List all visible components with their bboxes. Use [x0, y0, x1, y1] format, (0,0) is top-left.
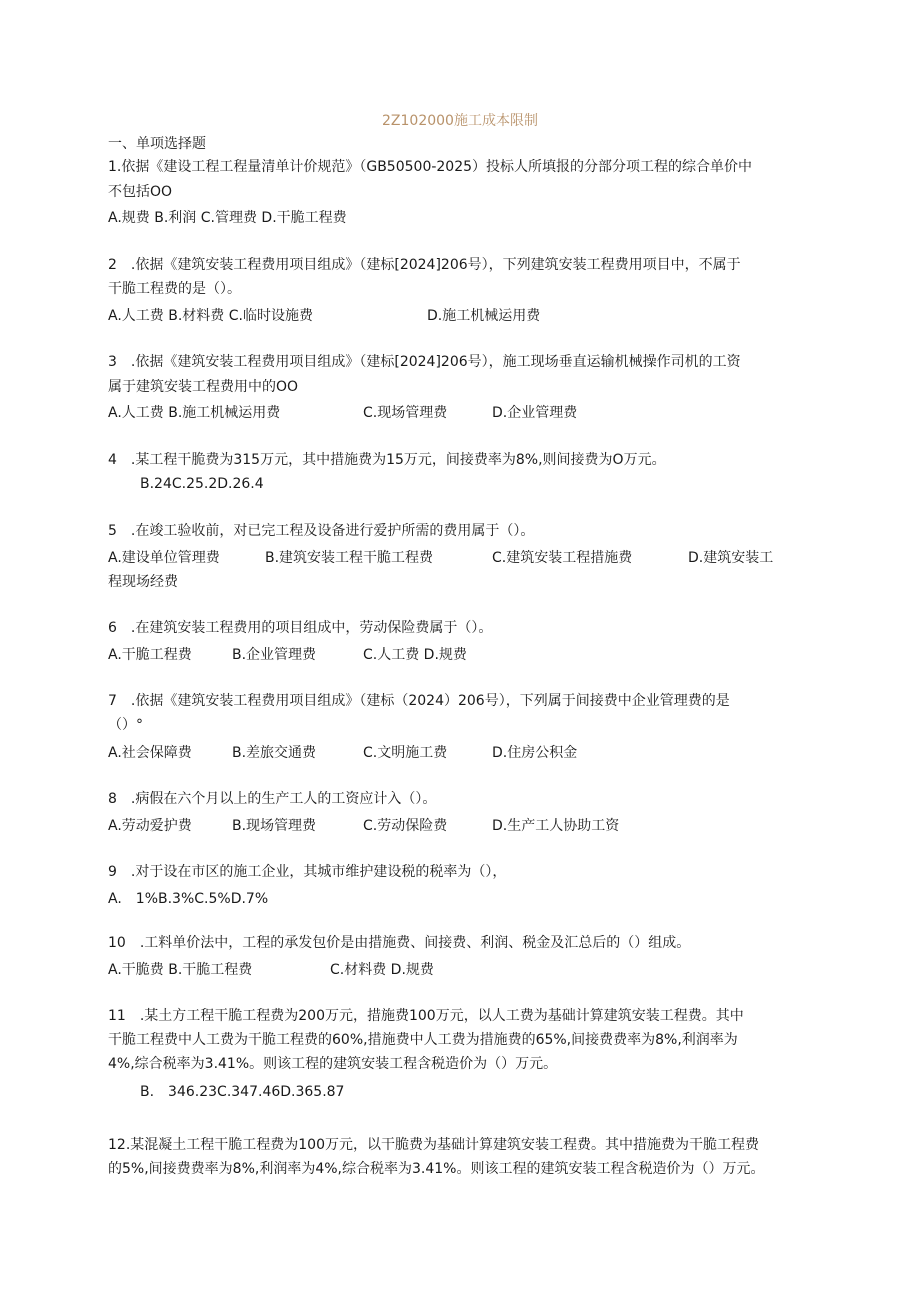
- question-6-option-b: B.企业管理费: [232, 647, 317, 663]
- question-11-line-2: 干脆工程费中人工费为干脆工程费的60%,措施费中人工费为措施费的65%,间接费费率为8%,利润率为: [108, 1032, 738, 1048]
- question-2-line-1: 2 .依据《建筑安装工程费用项目组成》（建标[2024]206号），下列建筑安装工程费用项目中，不属于: [108, 257, 741, 273]
- question-8-option-c: C.劳动保险费: [363, 818, 448, 834]
- question-4-options: B.24C.25.2D.26.4: [140, 476, 264, 492]
- question-2-line-2: 干脆工程费的是（）。: [108, 281, 241, 297]
- question-11-line-1: 11 .某土方工程干脆工程费为200万元，措施费100万元，以人工费为基础计算建筑安装工程费。其中: [108, 1008, 744, 1024]
- question-7-line-2: （）°: [108, 717, 143, 733]
- question-2-option-d: D.施工机械运用费: [427, 308, 541, 324]
- question-2-option-abc: A.人工费 B.材料费 C.临时设施费: [108, 308, 313, 324]
- question-1-options: A.规费 B.利润 C.管理费 D.干脆工程费: [108, 210, 347, 226]
- question-5-option-c: C.建筑安装工程措施费: [492, 550, 633, 566]
- question-5-option-d: D.建筑安装工: [688, 550, 774, 566]
- question-3-option-c: C.现场管理费: [363, 405, 448, 421]
- question-12-line-1: 12.某混凝土工程干脆工程费为100万元，以干脆费为基础计算建筑安装工程费。其中措施费为干脆工程费: [108, 1137, 759, 1153]
- question-10-option-cd: C.材料费 D.规费: [330, 962, 434, 978]
- document-title: 2Z102000施工成本限制: [382, 113, 538, 129]
- question-1-line-1: 1.依据《建设工程工程量清单计价规范》（GB50500-2025）投标人所填报的分部分项工程的综合单价中: [108, 159, 753, 175]
- question-5-line-1: 5 .在竣工验收前，对已完工程及设备进行爱护所需的费用属于（）。: [108, 523, 535, 539]
- question-3-option-ab: A.人工费 B.施工机械运用费: [108, 405, 281, 421]
- question-3-line-2: 属于建筑安装工程费用中的OO: [108, 379, 299, 395]
- question-5-option-a: A.建设单位管理费: [108, 550, 220, 566]
- question-12-line-2: 的5%,间接费费率为8%,利润率为4%,综合税率为3.41%。则该工程的建筑安装工程含税造价为（）万元。: [108, 1161, 765, 1177]
- question-1-line-2: 不包括OO: [108, 184, 173, 200]
- question-10-line-1: 10 .工料单价法中，工程的承发包价是由措施费、间接费、利润、税金及汇总后的（）组成。: [108, 935, 691, 951]
- question-6-option-cd: C.人工费 D.规费: [363, 647, 467, 663]
- question-7-option-b: B.差旅交通费: [232, 745, 317, 761]
- question-7-option-d: D.住房公积金: [492, 745, 578, 761]
- question-3-line-1: 3 .依据《建筑安装工程费用项目组成》（建标[2024]206号），施工现场垂直运输机械操作司机的工资: [108, 354, 741, 370]
- question-8-line-1: 8 .病假在六个月以上的生产工人的工资应计入（）。: [108, 791, 437, 807]
- question-7-option-c: C.文明施工费: [363, 745, 448, 761]
- question-10-option-ab: A.干脆费 B.干脆工程费: [108, 962, 253, 978]
- question-8-option-a: A.劳动爱护费: [108, 818, 192, 834]
- question-7-line-1: 7 .依据《建筑安装工程费用项目组成》（建标（2024）206号），下列属于间接费中企业管理费的是: [108, 693, 730, 709]
- question-3-option-d: D.企业管理费: [492, 405, 578, 421]
- question-6-line-1: 6 .在建筑安装工程费用的项目组成中，劳动保险费属于（）。: [108, 620, 493, 636]
- question-5-option-d-cont: 程现场经费: [108, 574, 178, 590]
- question-4-line-1: 4 .某工程干脆费为315万元，其中措施费为15万元，间接费率为8%,则间接费为O万元。: [108, 452, 666, 468]
- question-8-option-d: D.生产工人协助工资: [492, 818, 620, 834]
- question-9-line-1: 9 .对于设在市区的施工企业，其城市维护建设税的税率为（），: [108, 864, 507, 880]
- question-11-options: B. 346.23C.347.46D.365.87: [140, 1084, 345, 1100]
- question-7-option-a: A.社会保障费: [108, 745, 192, 761]
- question-11-line-3: 4%,综合税率为3.41%。则该工程的建筑安装工程含税造价为（）万元。: [108, 1056, 558, 1072]
- question-8-option-b: B.现场管理费: [232, 818, 317, 834]
- question-9-options: A. 1%B.3%C.5%D.7%: [108, 891, 269, 907]
- question-5-option-b: B.建筑安装工程干脆工程费: [265, 550, 434, 566]
- section-heading: 一、单项选择题: [108, 136, 206, 152]
- question-6-option-a: A.干脆工程费: [108, 647, 192, 663]
